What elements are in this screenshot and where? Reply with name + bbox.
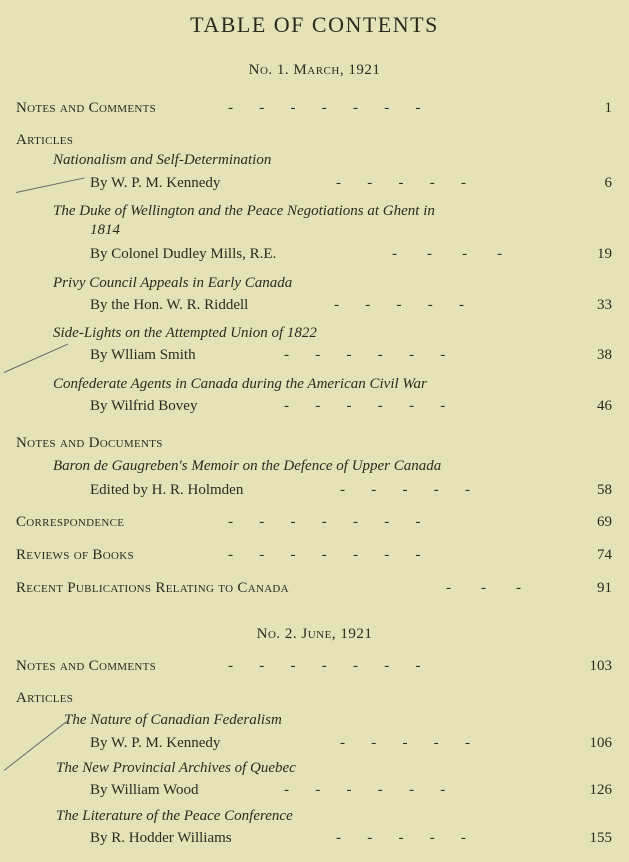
page-number: 33	[597, 297, 612, 313]
page-title: TABLE OF CONTENTS	[190, 12, 439, 37]
document-author-row: Edited by H. R. Holmden - - - - - 58	[90, 482, 612, 498]
article-author-row: By W. P. M. Kennedy - - - - - 106	[90, 735, 612, 751]
page-number: 103	[589, 658, 612, 674]
article-author-row: By Wilfrid Bovey - - - - - - 46	[90, 398, 612, 414]
document-title: Baron de Gaugreben's Memoir on the Defence of Upper Canada	[53, 458, 442, 474]
leader-dashes: - - - - -	[340, 482, 470, 498]
toc-entry-correspondence: Correspondence - - - - - - - 69	[16, 514, 612, 530]
page-number: 74	[597, 547, 612, 563]
articles-heading-1: Articles	[16, 132, 74, 148]
article-title: The Duke of Wellington and the Peace Negotiations at Ghent in	[53, 203, 435, 219]
articles-heading-2: Articles	[16, 690, 74, 706]
page-number: 19	[597, 246, 612, 262]
article-title: Confederate Agents in Canada during the American Civil War	[53, 376, 427, 392]
page-number: 1	[604, 100, 612, 116]
article-title: Side-Lights on the Attempted Union of 1822	[53, 325, 317, 341]
toc-entry-reviews: Reviews of Books - - - - - - - 74	[16, 547, 612, 563]
article-author-row: By the Hon. W. R. Riddell - - - - - 33	[90, 297, 612, 313]
leader-dashes: - - - - -	[334, 297, 464, 313]
leader-dashes: - - - - -	[336, 175, 466, 191]
leader-dashes: - - -	[446, 580, 521, 596]
leader-dashes: - - - - - - -	[228, 514, 421, 530]
article-title: Nationalism and Self-Determination	[53, 152, 272, 168]
article-title: The New Provincial Archives of Quebec	[56, 760, 296, 776]
notes-documents-heading: Notes and Documents	[16, 435, 163, 451]
leader-dashes: - - - -	[392, 246, 502, 262]
leader-dashes: - - - - - - -	[228, 658, 421, 674]
article-author-row: By Colonel Dudley Mills, R.E. - - - - 19	[90, 246, 612, 262]
issue-1-heading: No. 1. March, 1921	[248, 62, 381, 78]
page-number: 58	[597, 482, 612, 498]
issue-2-heading: No. 2. June, 1921	[256, 626, 373, 642]
article-author-row: By Wlliam Smith - - - - - - 38	[90, 347, 612, 363]
leader-dashes: - - - - - -	[284, 782, 446, 798]
page-number: 91	[597, 580, 612, 596]
article-author-row: By W. P. M. Kennedy - - - - - 6	[90, 175, 612, 191]
page-number: 69	[597, 514, 612, 530]
leader-dashes: - - - - - -	[284, 347, 446, 363]
leader-dashes: - - - - - - -	[228, 100, 421, 116]
article-author-row: By R. Hodder Williams - - - - - 155	[90, 830, 612, 846]
page-number: 38	[597, 347, 612, 363]
page-number: 46	[597, 398, 612, 414]
leader-dashes: - - - - -	[336, 830, 466, 846]
toc-entry-notes-comments-2: Notes and Comments - - - - - - - 103	[16, 658, 612, 674]
entry-label: Notes and Comments	[16, 100, 157, 116]
toc-entry-recent-publications: Recent Publications Relating to Canada - - - 91	[16, 580, 612, 596]
page-number: 155	[589, 830, 612, 846]
page-number: 6	[604, 175, 612, 191]
page-number: 106	[589, 735, 612, 751]
page-number: 126	[589, 782, 612, 798]
leader-dashes: - - - - - - -	[228, 547, 421, 563]
article-author-row: By William Wood - - - - - - 126	[90, 782, 612, 798]
article-title: Privy Council Appeals in Early Canada	[53, 275, 293, 291]
article-title-cont: 1814	[90, 222, 120, 238]
leader-dashes: - - - - - -	[284, 398, 446, 414]
leader-dashes: - - - - -	[340, 735, 470, 751]
article-title: The Literature of the Peace Conference	[56, 808, 293, 824]
toc-entry-notes-comments-1	[0, 100, 629, 122]
article-title: The Nature of Canadian Federalism	[64, 712, 282, 728]
